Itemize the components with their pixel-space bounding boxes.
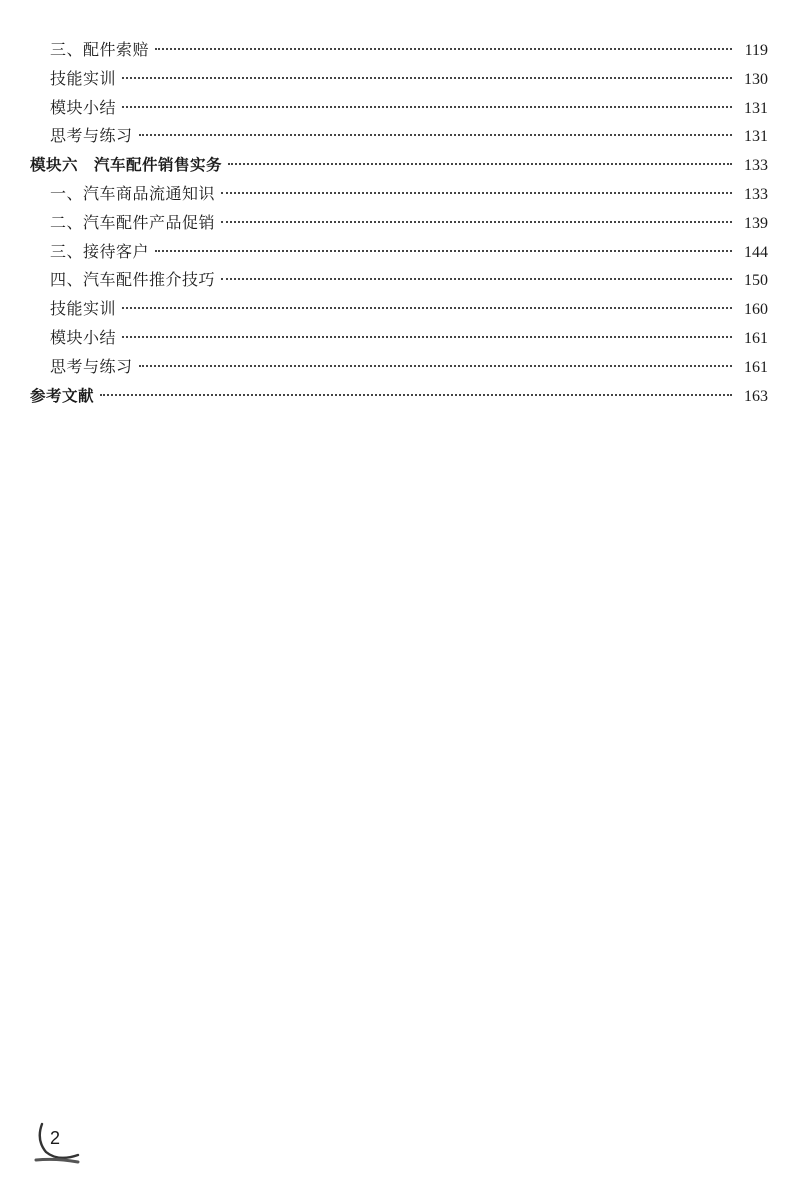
dot-leader — [155, 250, 732, 252]
toc-entry-title: 思考与练习 — [50, 126, 133, 146]
toc-entry-page: 133 — [744, 157, 768, 175]
toc-entry-title: 技能实训 — [50, 68, 117, 88]
toc-entry[interactable] — [30, 353, 768, 382]
toc-entry[interactable] — [30, 266, 768, 295]
toc-module-heading[interactable] — [30, 151, 768, 180]
toc-entry-page: 133 — [744, 185, 768, 203]
toc-entry[interactable] — [30, 295, 768, 324]
toc-entry-page: 144 — [744, 243, 768, 261]
toc-references-heading[interactable] — [30, 382, 768, 411]
toc-entry-title: 参考文献 — [30, 386, 95, 405]
toc-entry-title: 二、汽车配件产品促销 — [50, 212, 216, 232]
toc-entry[interactable] — [30, 122, 768, 151]
toc-entry-page: 131 — [744, 128, 768, 146]
toc-entry-title: 思考与练习 — [50, 356, 133, 376]
toc-entry-page: 160 — [744, 301, 768, 319]
toc-entry-title: 模块小结 — [50, 327, 117, 347]
toc-entry-title: 模块小结 — [50, 97, 117, 117]
toc-entry-title: 技能实训 — [50, 299, 117, 319]
toc-entry[interactable] — [30, 65, 768, 94]
toc-entry[interactable] — [30, 238, 768, 267]
table-of-contents — [30, 36, 768, 410]
toc-entry-page: 131 — [744, 99, 768, 117]
toc-entry-page: 161 — [744, 329, 768, 347]
toc-entry-page: 161 — [744, 358, 768, 376]
toc-entry[interactable] — [30, 36, 768, 65]
dot-leader — [139, 365, 732, 367]
dot-leader — [139, 134, 732, 136]
toc-entry[interactable] — [30, 209, 768, 238]
toc-entry-title: 三、接待客户 — [50, 241, 150, 261]
dot-leader — [221, 221, 732, 223]
dot-leader — [221, 192, 732, 194]
toc-entry-page: 139 — [744, 214, 768, 232]
toc-entry-title: 模块六 汽车配件销售实务 — [30, 156, 223, 175]
dot-leader — [122, 106, 732, 108]
toc-entry-page: 130 — [744, 70, 768, 88]
toc-entry-title: 三、配件索赔 — [50, 40, 150, 59]
dot-leader — [122, 307, 732, 309]
toc-entry[interactable] — [30, 180, 768, 209]
dot-leader — [228, 163, 732, 165]
dot-leader — [100, 394, 732, 396]
dot-leader — [155, 48, 732, 50]
toc-entry[interactable] — [30, 324, 768, 353]
toc-entry-page: 150 — [744, 272, 768, 290]
dot-leader — [122, 77, 732, 79]
toc-entry-page: 119 — [744, 42, 768, 59]
page-number: 2 — [50, 1128, 61, 1148]
toc-entry-title: 一、汽车商品流通知识 — [50, 183, 216, 203]
dot-leader — [122, 336, 732, 338]
page-number-ornament — [34, 1122, 80, 1164]
toc-entry-page: 163 — [744, 387, 768, 405]
dot-leader — [221, 278, 732, 280]
toc-entry[interactable] — [30, 94, 768, 123]
toc-entry-title: 四、汽车配件推介技巧 — [50, 270, 216, 290]
